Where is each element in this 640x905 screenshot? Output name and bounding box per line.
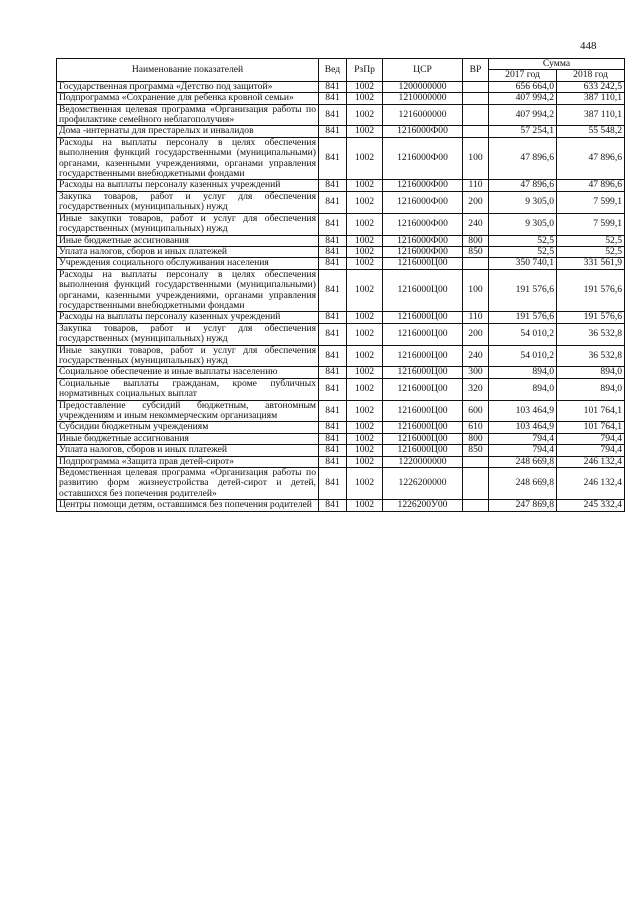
cell-ved: 841 <box>319 104 347 126</box>
cell-2018: 7 599,1 <box>557 191 625 213</box>
cell-vr <box>463 93 489 104</box>
cell-rzpr: 1002 <box>347 258 383 269</box>
cell-rzpr: 1002 <box>347 137 383 180</box>
cell-2017: 47 896,6 <box>489 180 557 191</box>
cell-2018: 633 242,5 <box>557 81 625 92</box>
table-header <box>57 59 625 82</box>
table-row <box>57 445 625 456</box>
cell-vr: 110 <box>463 312 489 323</box>
cell-ved: 841 <box>319 345 347 367</box>
cell-csr: 1216000Ф00 <box>383 246 463 257</box>
cell-csr: 1220000000 <box>383 456 463 467</box>
cell-2018: 191 576,6 <box>557 269 625 312</box>
table-row <box>57 191 625 213</box>
cell-ved: 841 <box>319 323 347 345</box>
header-sum: Сумма <box>489 59 625 70</box>
cell-2018: 55 548,2 <box>557 126 625 137</box>
cell-csr: 1210000000 <box>383 93 463 104</box>
cell-name: Субсидии бюджетным учреждениям <box>57 422 319 433</box>
cell-2018: 794,4 <box>557 433 625 444</box>
cell-2018: 246 132,4 <box>557 456 625 467</box>
cell-2018: 387 110,1 <box>557 104 625 126</box>
cell-rzpr: 1002 <box>347 400 383 422</box>
table-row <box>57 456 625 467</box>
cell-name: Расходы на выплаты персоналу казенных учреждений <box>57 312 319 323</box>
cell-rzpr: 1002 <box>347 126 383 137</box>
cell-rzpr: 1002 <box>347 345 383 367</box>
cell-2017: 52,5 <box>489 235 557 246</box>
header-name: Наименование показателей <box>57 59 319 82</box>
cell-name: Расходы на выплаты персоналу казенных учреждений <box>57 180 319 191</box>
cell-name: Ведомственная целевая программа «Организация работы по профилактике семейного неблагополучия» <box>57 104 319 126</box>
header-2017: 2017 год <box>489 70 557 81</box>
cell-rzpr: 1002 <box>347 456 383 467</box>
cell-2018: 52,5 <box>557 235 625 246</box>
cell-ved: 841 <box>319 126 347 137</box>
cell-rzpr: 1002 <box>347 191 383 213</box>
cell-ved: 841 <box>319 93 347 104</box>
cell-csr: 1226200У00 <box>383 500 463 511</box>
table-row <box>57 235 625 246</box>
cell-2017: 103 464,9 <box>489 400 557 422</box>
table-row <box>57 367 625 378</box>
cell-rzpr: 1002 <box>347 104 383 126</box>
cell-ved: 841 <box>319 137 347 180</box>
cell-csr: 1216000Ф00 <box>383 137 463 180</box>
cell-name: Ведомственная целевая программа «Организация работы по развитию форм жизнеустройства детей-сирот и детей, оставшихся без попечения родителей» <box>57 468 319 500</box>
cell-name: Учреждения социального обслуживания населения <box>57 258 319 269</box>
cell-ved: 841 <box>319 422 347 433</box>
cell-ved: 841 <box>319 468 347 500</box>
table-row <box>57 93 625 104</box>
table-row <box>57 269 625 312</box>
cell-2017: 191 576,6 <box>489 269 557 312</box>
cell-2018: 36 532,8 <box>557 323 625 345</box>
cell-2018: 101 764,1 <box>557 422 625 433</box>
cell-name: Социальные выплаты гражданам, кроме публичных нормативных социальных выплат <box>57 378 319 400</box>
cell-2017: 794,4 <box>489 445 557 456</box>
cell-vr: 850 <box>463 445 489 456</box>
cell-csr: 1200000000 <box>383 81 463 92</box>
cell-name: Закупка товаров, работ и услуг для обеспечения государственных (муниципальных) нужд <box>57 323 319 345</box>
cell-2017: 47 896,6 <box>489 137 557 180</box>
cell-2018: 894,0 <box>557 378 625 400</box>
header-vr: ВР <box>463 59 489 82</box>
cell-name: Подпрограмма «Сохранение для ребенка кровной семьи» <box>57 93 319 104</box>
header-2018: 2018 год <box>557 70 625 81</box>
table-row <box>57 137 625 180</box>
cell-ved: 841 <box>319 456 347 467</box>
cell-2017: 894,0 <box>489 367 557 378</box>
cell-vr: 240 <box>463 345 489 367</box>
cell-csr: 1216000Ф00 <box>383 235 463 246</box>
cell-name: Подпрограмма «Защита прав детей-сирот» <box>57 456 319 467</box>
cell-csr: 1216000Ф00 <box>383 180 463 191</box>
cell-2017: 248 669,8 <box>489 468 557 500</box>
cell-2017: 894,0 <box>489 378 557 400</box>
cell-vr: 320 <box>463 378 489 400</box>
cell-ved: 841 <box>319 213 347 235</box>
cell-name: Дома -интернаты для престарелых и инвалидов <box>57 126 319 137</box>
cell-csr: 1216000Ц00 <box>383 367 463 378</box>
cell-vr: 850 <box>463 246 489 257</box>
cell-rzpr: 1002 <box>347 180 383 191</box>
table-row <box>57 323 625 345</box>
cell-ved: 841 <box>319 191 347 213</box>
cell-2018: 52,5 <box>557 246 625 257</box>
cell-vr <box>463 126 489 137</box>
cell-csr: 1216000Ц00 <box>383 378 463 400</box>
cell-vr: 110 <box>463 180 489 191</box>
cell-vr: 200 <box>463 191 489 213</box>
cell-csr: 1216000Ф00 <box>383 213 463 235</box>
table-row <box>57 104 625 126</box>
cell-vr: 200 <box>463 323 489 345</box>
cell-ved: 841 <box>319 269 347 312</box>
cell-name: Иные бюджетные ассигнования <box>57 235 319 246</box>
cell-name: Расходы на выплаты персоналу в целях обеспечения выполнения функций государственными (муниципальными) органами, казенными учреждениями, органами управления государственными внебюджетными фондами <box>57 137 319 180</box>
table-row <box>57 246 625 257</box>
cell-2017: 9 305,0 <box>489 191 557 213</box>
cell-ved: 841 <box>319 258 347 269</box>
cell-csr: 1226200000 <box>383 468 463 500</box>
cell-rzpr: 1002 <box>347 246 383 257</box>
cell-name: Иные закупки товаров, работ и услуг для обеспечения государственных (муниципальных) нужд <box>57 213 319 235</box>
cell-csr: 1216000Ц00 <box>383 323 463 345</box>
cell-vr <box>463 468 489 500</box>
header-csr: ЦСР <box>383 59 463 82</box>
cell-name: Иные закупки товаров, работ и услуг для обеспечения государственных (муниципальных) нужд <box>57 345 319 367</box>
cell-rzpr: 1002 <box>347 312 383 323</box>
cell-vr <box>463 500 489 511</box>
cell-vr <box>463 104 489 126</box>
cell-vr <box>463 456 489 467</box>
cell-name: Социальное обеспечение и иные выплаты населению <box>57 367 319 378</box>
cell-vr: 800 <box>463 433 489 444</box>
cell-rzpr: 1002 <box>347 500 383 511</box>
cell-name: Уплата налогов, сборов и иных платежей <box>57 445 319 456</box>
cell-csr: 1216000Ц00 <box>383 258 463 269</box>
cell-csr: 1216000Ф00 <box>383 126 463 137</box>
table-row <box>57 126 625 137</box>
cell-2018: 36 532,8 <box>557 345 625 367</box>
cell-name: Уплата налогов, сборов и иных платежей <box>57 246 319 257</box>
cell-ved: 841 <box>319 445 347 456</box>
cell-2017: 350 740,1 <box>489 258 557 269</box>
cell-name: Предоставление субсидий бюджетным, автономным учреждениям и иным некоммерческим организациям <box>57 400 319 422</box>
header-rzpr: РзПр <box>347 59 383 82</box>
cell-2017: 191 576,6 <box>489 312 557 323</box>
table-row <box>57 500 625 511</box>
table-row <box>57 312 625 323</box>
cell-2017: 57 254,1 <box>489 126 557 137</box>
cell-rzpr: 1002 <box>347 445 383 456</box>
table-row <box>57 400 625 422</box>
cell-2017: 9 305,0 <box>489 213 557 235</box>
cell-vr: 800 <box>463 235 489 246</box>
cell-2018: 191 576,6 <box>557 312 625 323</box>
cell-2018: 101 764,1 <box>557 400 625 422</box>
cell-csr: 1216000Ц00 <box>383 269 463 312</box>
cell-csr: 1216000000 <box>383 104 463 126</box>
table-row <box>57 81 625 92</box>
cell-csr: 1216000Ц00 <box>383 400 463 422</box>
cell-2017: 656 664,0 <box>489 81 557 92</box>
cell-2018: 894,0 <box>557 367 625 378</box>
cell-2018: 387 110,1 <box>557 93 625 104</box>
cell-rzpr: 1002 <box>347 323 383 345</box>
cell-rzpr: 1002 <box>347 433 383 444</box>
cell-2017: 407 994,2 <box>489 104 557 126</box>
table-row <box>57 345 625 367</box>
cell-name: Центры помощи детям, оставшимся без попечения родителей <box>57 500 319 511</box>
cell-2018: 7 599,1 <box>557 213 625 235</box>
table-row <box>57 258 625 269</box>
cell-ved: 841 <box>319 312 347 323</box>
table-row <box>57 378 625 400</box>
cell-vr: 100 <box>463 269 489 312</box>
cell-ved: 841 <box>319 500 347 511</box>
cell-2017: 54 010,2 <box>489 345 557 367</box>
table-row <box>57 468 625 500</box>
page-number: 448 <box>580 40 597 52</box>
cell-rzpr: 1002 <box>347 213 383 235</box>
cell-2017: 54 010,2 <box>489 323 557 345</box>
cell-2018: 47 896,6 <box>557 180 625 191</box>
cell-2017: 248 669,8 <box>489 456 557 467</box>
cell-ved: 841 <box>319 433 347 444</box>
cell-ved: 841 <box>319 378 347 400</box>
cell-csr: 1216000Ц00 <box>383 433 463 444</box>
table-row <box>57 180 625 191</box>
table-row <box>57 213 625 235</box>
cell-name: Иные бюджетные ассигнования <box>57 433 319 444</box>
cell-2018: 47 896,6 <box>557 137 625 180</box>
header-ved: Вед <box>319 59 347 82</box>
table-body <box>57 81 625 511</box>
cell-2017: 407 994,2 <box>489 93 557 104</box>
cell-name: Расходы на выплаты персоналу в целях обеспечения выполнения функций государственными (муниципальными) органами, казенными учреждениями, органами управления государственными внебюджетными фондами <box>57 269 319 312</box>
cell-2017: 794,4 <box>489 433 557 444</box>
cell-ved: 841 <box>319 367 347 378</box>
cell-2018: 794,4 <box>557 445 625 456</box>
cell-vr: 610 <box>463 422 489 433</box>
cell-ved: 841 <box>319 235 347 246</box>
cell-vr: 600 <box>463 400 489 422</box>
cell-rzpr: 1002 <box>347 367 383 378</box>
cell-csr: 1216000Ф00 <box>383 191 463 213</box>
cell-ved: 841 <box>319 246 347 257</box>
budget-table <box>56 58 625 512</box>
cell-vr <box>463 81 489 92</box>
cell-ved: 841 <box>319 180 347 191</box>
cell-ved: 841 <box>319 81 347 92</box>
cell-rzpr: 1002 <box>347 422 383 433</box>
cell-rzpr: 1002 <box>347 468 383 500</box>
cell-rzpr: 1002 <box>347 235 383 246</box>
table-row <box>57 433 625 444</box>
cell-ved: 841 <box>319 400 347 422</box>
cell-vr: 300 <box>463 367 489 378</box>
cell-2018: 331 561,9 <box>557 258 625 269</box>
cell-2017: 103 464,9 <box>489 422 557 433</box>
cell-csr: 1216000Ц00 <box>383 422 463 433</box>
table-row <box>57 422 625 433</box>
cell-vr <box>463 258 489 269</box>
cell-csr: 1216000Ц00 <box>383 312 463 323</box>
cell-name: Закупка товаров, работ и услуг для обеспечения государственных (муниципальных) нужд <box>57 191 319 213</box>
cell-rzpr: 1002 <box>347 269 383 312</box>
cell-rzpr: 1002 <box>347 378 383 400</box>
cell-2017: 247 869,8 <box>489 500 557 511</box>
cell-rzpr: 1002 <box>347 93 383 104</box>
cell-name: Государственная программа «Детство под защитой» <box>57 81 319 92</box>
cell-rzpr: 1002 <box>347 81 383 92</box>
cell-vr: 240 <box>463 213 489 235</box>
cell-csr: 1216000Ц00 <box>383 445 463 456</box>
cell-vr: 100 <box>463 137 489 180</box>
cell-csr: 1216000Ц00 <box>383 345 463 367</box>
cell-2018: 246 132,4 <box>557 468 625 500</box>
cell-2018: 245 332,4 <box>557 500 625 511</box>
cell-2017: 52,5 <box>489 246 557 257</box>
